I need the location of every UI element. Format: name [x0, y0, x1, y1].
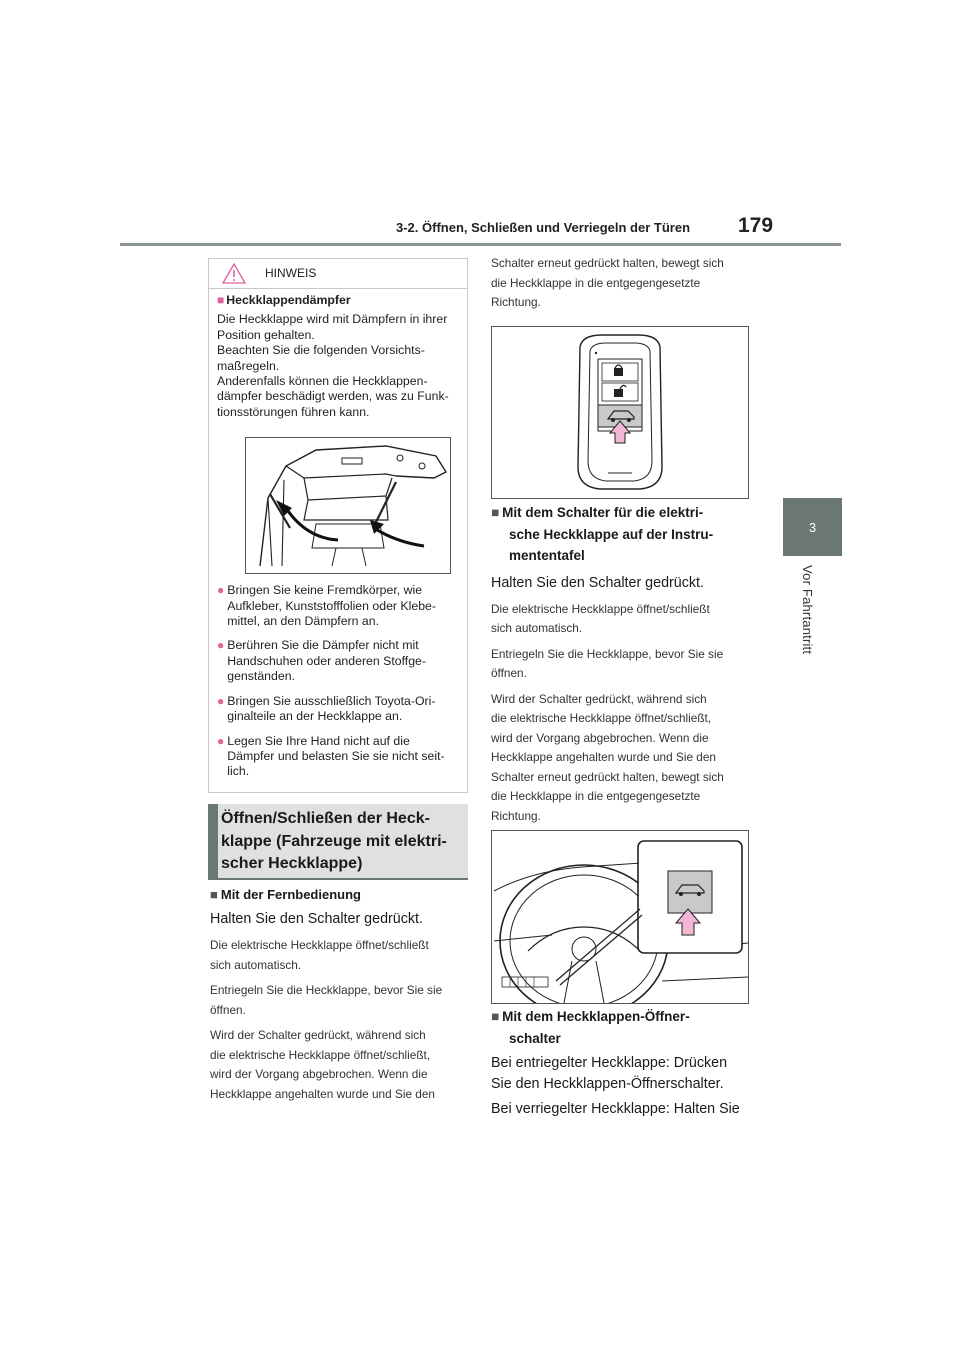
- opener-heading: ■ Mit dem Heckklappen-Öffner- schalter: [491, 1009, 690, 1046]
- remote-heading: ■ Mit der Fernbedienung: [210, 887, 361, 902]
- dashboard-switch-illustration: [491, 830, 749, 1004]
- tailgate-drawing: [246, 438, 450, 573]
- tailgate-damper-illustration: [245, 437, 451, 574]
- notice-box: [208, 258, 468, 793]
- notice-bullet: ● Bringen Sie ausschließlich Toyota-Ori- ginalteile an der Heckklappe an.: [217, 693, 436, 724]
- notice-bullet: ● Berühren Sie die Dämpfer nicht mit Handschuhen oder anderen Stoffge- genständen.: [217, 638, 426, 684]
- opener-text: Bei entriegelter Heckklappe: Drücken Sie den Heckklappen-Öffnerschalter. Bei verriegelter Heckklappe: Halten Sie: [491, 1055, 740, 1117]
- warning-triangle-icon: [222, 263, 246, 284]
- section-heading: [208, 804, 468, 880]
- circle-bullet-icon: ●: [217, 693, 225, 708]
- remote-lead: Halten Sie den Schalter gedrückt.: [210, 911, 423, 927]
- remote-paragraph-3-continued: Schalter erneut gedrückt halten, bewegt sich die Heckklappe in die entgegengesetzte Richtung.: [491, 256, 724, 309]
- remote-paragraph-1: Die elektrische Heckklappe öffnet/schließt sich automatisch.: [210, 938, 429, 972]
- notice-subheading: ■ Heckklappendämpfer: [217, 293, 351, 307]
- dashboard-drawing: [492, 831, 748, 1003]
- panel-paragraph-3: Wird der Schalter gedrückt, während sich die elektrische Heckklappe öffnet/schließt, wird der Vorgang abgebrochen. Wenn die Heckklappe angehalten wurde und Sie den Schalter erneut gedrückt halten, bewegt sich die Heckklappe in die entgegengesetzte Richtung.: [491, 691, 724, 823]
- circle-bullet-icon: ●: [217, 638, 225, 653]
- chapter-number: 3: [808, 519, 817, 535]
- circle-bullet-icon: ●: [217, 733, 225, 748]
- section-heading-bar: [208, 804, 218, 878]
- square-bullet-icon: ■: [491, 505, 500, 520]
- notice-header: [209, 259, 467, 289]
- panel-lead: Halten Sie den Schalter gedrückt.: [491, 574, 704, 591]
- page-number: 179: [738, 214, 774, 237]
- panel-paragraph-1: Die elektrische Heckklappe öffnet/schließt sich automatisch.: [491, 601, 710, 635]
- remote-subsection: [210, 884, 470, 1104]
- notice-label: HINWEIS: [265, 266, 317, 280]
- chapter-label: Vor Fahrtantritt: [800, 565, 815, 655]
- panel-switch-subsection: [491, 502, 756, 826]
- section-title: Öffnen/Schließen der Heck- klappe (Fahrzeuge mit elektri- scher Heckklappe): [221, 810, 447, 872]
- opener-subsection: [491, 1006, 756, 1120]
- panel-heading: ■ Mit dem Schalter für die elektri- sche Heckklappe auf der Instru- mententafel: [491, 505, 714, 563]
- remote-paragraph-2: Entriegeln Sie die Heckklappe, bevor Sie sie öffnen.: [210, 983, 443, 1017]
- notice-bullet: ● Legen Sie Ihre Hand nicht auf die Dämpfer und belasten Sie sie nicht seit- lich.: [217, 733, 445, 779]
- notice-intro: Die Heckklappe wird mit Dämpfern in ihrer Position gehalten. Beachten Sie die folgenden Vorsichts- maßregeln. Anderenfalls können die Heckklappen- dämpfer beschädigt werden, was zu Funk- tionsstörungen führen kann.: [217, 312, 449, 419]
- key-fob-drawing: [492, 327, 748, 498]
- square-bullet-icon: ■: [217, 293, 225, 307]
- square-bullet-icon: ■: [210, 887, 218, 902]
- notice-bullet: ● Bringen Sie keine Fremdkörper, wie Aufkleber, Kunststofffolien oder Klebe- mittel, an den Dämpfern an.: [217, 583, 436, 629]
- key-fob-illustration: [491, 326, 749, 499]
- panel-paragraph-2: Entriegeln Sie die Heckklappe, bevor Sie sie öffnen.: [491, 646, 724, 680]
- circle-bullet-icon: ●: [217, 583, 225, 598]
- running-header: 3-2. Öffnen, Schließen und Verriegeln der Türen: [396, 220, 691, 235]
- remote-paragraph-3: Wird der Schalter gedrückt, während sich die elektrische Heckklappe öffnet/schließt, wird der Vorgang abgebrochen. Wenn die Heckklappe angehalten wurde und Sie den: [210, 1028, 435, 1101]
- header-rule: [120, 243, 841, 246]
- square-bullet-icon: ■: [491, 1009, 500, 1024]
- chapter-tab: [783, 498, 842, 556]
